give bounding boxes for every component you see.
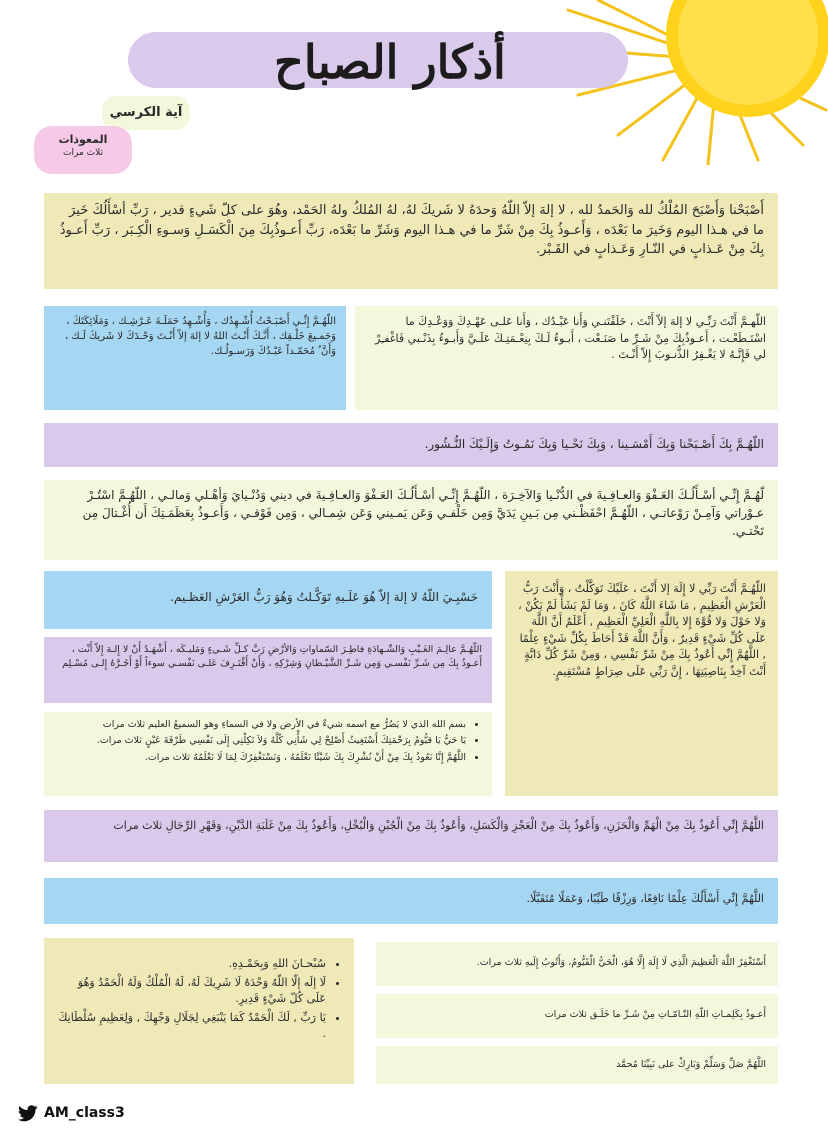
dhikr-subhanallah-list <box>44 938 354 1084</box>
list-item: • سُبْحـانَ اللهِ وَبِحَمْـدِهِ. <box>56 956 326 973</box>
tag-muawwidhat-count: ثلاث مرات <box>63 148 103 158</box>
dhikr-sayyid-al-istighfar: اللّهـمَّ أَنْتَ رَبِّـي لا إلهَ إلاّ أَنْتَ ، خَلَقْتَنـي وَأَنا عَبْـدُك ، وَأَنا عَلـى عَهْـدِكَ وَوَعْـدِكَ ما اسْتَـطَعْـت ، أَعـوذُبِكَ مِنْ شَـرِّ ما صَنَـعْت ، أَبـوءُ لَـكَ بِنِعْـمَتِـكَ عَلَـيَّ وَأَبـوءُ بِذَنْـبي فَاغْفـِرْ لي فَإِنَّـهُ لا يَغْـفِرُ الذُّنـوبَ إِلاّ أَنْـتَ . <box>355 306 778 410</box>
dhikr-audhu-bikalimat: أَعـوذُ بِكَلِمـاتِ اللّهِ التّـامّـاتِ مِنْ شَـرِّ ما خَلَـق ثلاث مرات <box>376 994 778 1038</box>
footer <box>18 1102 125 1124</box>
page-title: أذكار الصباح <box>274 35 506 89</box>
dhikr-salawat: اللَّهُمَّ صَلِّ وَسَلِّمْ وَبَارِكْ على نَبِيِّنَا مُحمَّد <box>376 1046 778 1084</box>
list-item: • يَا حَيُّ يَا قيُّومُ بِرَحْمَتِكَ أَسْتَغِيثُ أَصْلِحْ لِي شَأْنِي كُلَّهُ وَلاَ تَكِلْنِي إِلَى نَفْسِي طَرْفَةَ عَيْنٍ ثلاث مرات. <box>54 734 466 748</box>
footer-handle: AM_class3 <box>44 1105 125 1121</box>
dhikr-hasbiyallah: حَسْبِـيَ اللّهُ لا إلهَ إلاّ هُوَ عَلَـيهِ تَوَكَّـلتُ وَهُوَ رَبُّ العَرْشِ العَظـيم. <box>44 571 492 629</box>
dhikr-al-afw-wal-afiya: لّهُـمَّ إِنِّـي أسْـأَلُـكَ العَـفْوَ وَالعـافِـيةَ في الدُّنْـيا وَالآخِـرَة ، اللّهُـمَّ إِنِّـي أسْـأَلُـكَ العَـفْوَ وَالعـافِـيةَ في ديني وَدُنْـيايَ وَأهْـلي وَمالـي ، اللّهُـمَّ اسْتُـرْ عـوْراتي وَآمِـنْ رَوْعاتـي ، اللّهُـمَّ احْفَظْـني مِن بَـينِ يَدَيَّ وَمِن خَلْفـي وَعَن يَمـيني وَعَن شِمـالي ، وَمِن فَوْقـي ، وَأَعـوذُ بِعَظَمَـتِكَ أَن أُغْـتالَ مِن تَحْتـي. <box>44 480 778 560</box>
list-item: • اللَّهُمَّ إِنَّا نَعُوذُ بِكَ مِنْ أَنْ نُشْرِكَ بِكَ شَيْئًا نَعْلَمُهُ ، وَنَسْتَغْفِرُكَ لِمَا لَا نَعْلَمُهُ ثلاث مرات. <box>54 751 466 765</box>
list-item: • يَا رَبِّ , لَكَ الْحَمْدُ كَمَا يَنْبَغِي لِجَلَالِ وَجْهِكَ , وَلِعَظِيمِ سُلْطَانِكَ . <box>56 1010 326 1043</box>
tag-ayat-al-kursi: آية الكرسي <box>102 96 190 130</box>
dhikr-bismillah-list <box>44 712 492 796</box>
dhikr-ilman-nafian: اللَّهُمَّ إِنِّي أَسْأَلُكَ عِلْمًا نَافِعًا، وَرِزْقًا طَيِّبًا، وَعَمَلًا مُتَقَبَّلًا. <box>44 878 778 924</box>
dhikr-astaghfirullah: أَسْتَغْفِرُ اللَّهَ الْعَظِيمَ الَّذِي لَا إِلَهَ إِلَّا هُوَ، الْحَيُّ الْقَيُّومُ، وَأَتُوبُ إِلَيهِ ثلاث مرات. <box>376 942 778 986</box>
twitter-bird-icon <box>18 1105 38 1122</box>
tag-muawwidhat-label: المعوذات <box>58 133 108 146</box>
dhikr-bika-asbahna: اللّهُـمَّ بِكَ أَصْـبَحْنا وَبِكَ أَمْسَـينا ، وَبِكَ نَحْـيا وَبِكَ نَمُـوتُ وَإِلَـيْكَ النُّـشُور. <box>44 423 778 467</box>
dhikr-ushhiduk: اللّهُـمَّ إِنِّـي أَصْبَـحْتُ أُشْـهِدُك ، وَأُشْـهِدُ حَمَلَـةَ عَـرْشِـك ، وَمَلَائِكَتَكَ ، وَجَمـيعَ خَلْـقِك ، أَنَّـكَ أَنْـتَ اللهُ لا إلهَ إلاّ أَنْـتَ وَحْـدَكَ لا شَريكَ لَـك ، وَأَنَّ ُ مُحَمّـداً عَبْـدُكَ وَرَسـولُـك. <box>44 306 346 410</box>
dhikr-anta-rabbi-tawakkaltu: اللّهُـمَّ أَنْتَ رَبِّي لا إِلَهَ إلا أَنْتَ ، عَلَيْكَ تَوَكَّلْتُ ، وَأَنْتَ رَبُّ الْعَرْشِ الْعَظِيمِ , مَا شَاءَ اللَّهُ كَانَ ، وَمَا لَمْ يَشَأْ لَمْ يَكُنْ ، وَلا حَوْلَ وَلا قُوَّةَ إِلا بِاللَّهِ الْعَلِيِّ الْعَظِيمِ , أَعْلَمُ أَنَّ اللَّهَ عَلَى كُلِّ شَيْءٍ قَدِيرٌ ، وَأَنَّ اللَّهَ قَدْ أَحَاطَ بِكُلِّ شَيْءٍ عِلْمًا , اللَّهُمَّ إِنِّي أَعُوذُ بِكَ مِنْ شَرِّ نَفْسِي ، وَمِنْ شَرِّ كُلِّ دَابَّةٍ أَنْتَ آخِذٌ بِنَاصِيَتِهَا ، إِنَّ رَبِّي عَلَى صِرَاطٍ مُسْتَقِيمٍ. <box>505 571 778 796</box>
list-item: • لَا إلَه إلّا اللّهُ وَحْدَهُ لَا شَرِيكَ لَهُ، لَهُ الْمُلْكُ وَلَهُ الْحَمْدُ وَهُوَ عَلَى كُلّ شَيْءٍ قَدِيرِ. <box>56 975 326 1008</box>
dhikr-asbahna: أَصْبَحْنا وَأَصْبَحَ المُلْكُ لله وَالحَمدُ لله ، لا إلهَ إلاّ اللّهُ وَحدَهُ لا شَريكَ لهُ، لهُ المُلكُ ولهُ الحَمْد، وهُوَ على كلّ شَيءٍ قدير ، رَبِّ أسْأَلُكَ خَيرَ ما في هـذا اليوم وَخَيرَ ما بَعْدَه ، وَأَعـوذُ بِكَ مِنْ شَرِّ ما في هـذا اليوم وَشَرِّ ما بَعْدَه، رَبِّ أَعـوذُبِكَ مِنَ الْكَسَـلِ وَسـوءِ الْكِـبَر ، رَبِّ أَعـوذُ بِكَ مِنْ عَـذابٍ في النّـارِ وَعَـذابٍ في القَـبْر. <box>44 193 778 289</box>
tag-muawwidhat <box>34 126 132 174</box>
dhikr-al-hamm-wal-hazan: اللَّهُمَّ إِنِّي أَعُوذُ بِكَ مِنْ الْهَمِّ وَالْحَزَنِ، وَأَعُوذُ بِكَ مِنْ الْعَجْزِ وَالْكَسَلِ، وَأَعُوذُ بِكَ مِنْ الْجُبْنِ وَالْبُخْلِ، وَأَعُوذُ بِكَ مِنْ غَلَبَةِ الدَّيْنِ، وَقَهْرِ الرِّجَالِ ثلاث مرات <box>44 810 778 862</box>
dhikr-alim-al-ghayb: اللّهُـمَّ عالِـمَ الغَـيْبِ وَالشّـهادَةِ فاطِـرَ السّماواتِ وَالأرْضِ رَبَّ كـلِّ شَـيءٍ وَمَليـكَه ، أَشْهَـدُ أَنْ لا إِلـهَ إِلاّ أَنْت ، أَعـوذُ بِكَ مِن شَـرِّ نَفْسـي وَمِن شَـرِّ الشَّيْـطانِ وَشِرْكِهِ ، وَأَنْ أَقْتَـرِفَ عَلـى نَفْسـي سوءاً أَوْ أَجُـرَّهُ إِلـى مُسْـلِم <box>44 637 492 703</box>
list-item: • بسم الله الذي لا يَضُرُّ مع اسمه شيءٌ في الأرض ولا في السماءِ وهو السميعُ العليم ثلاث مرات <box>54 718 466 732</box>
